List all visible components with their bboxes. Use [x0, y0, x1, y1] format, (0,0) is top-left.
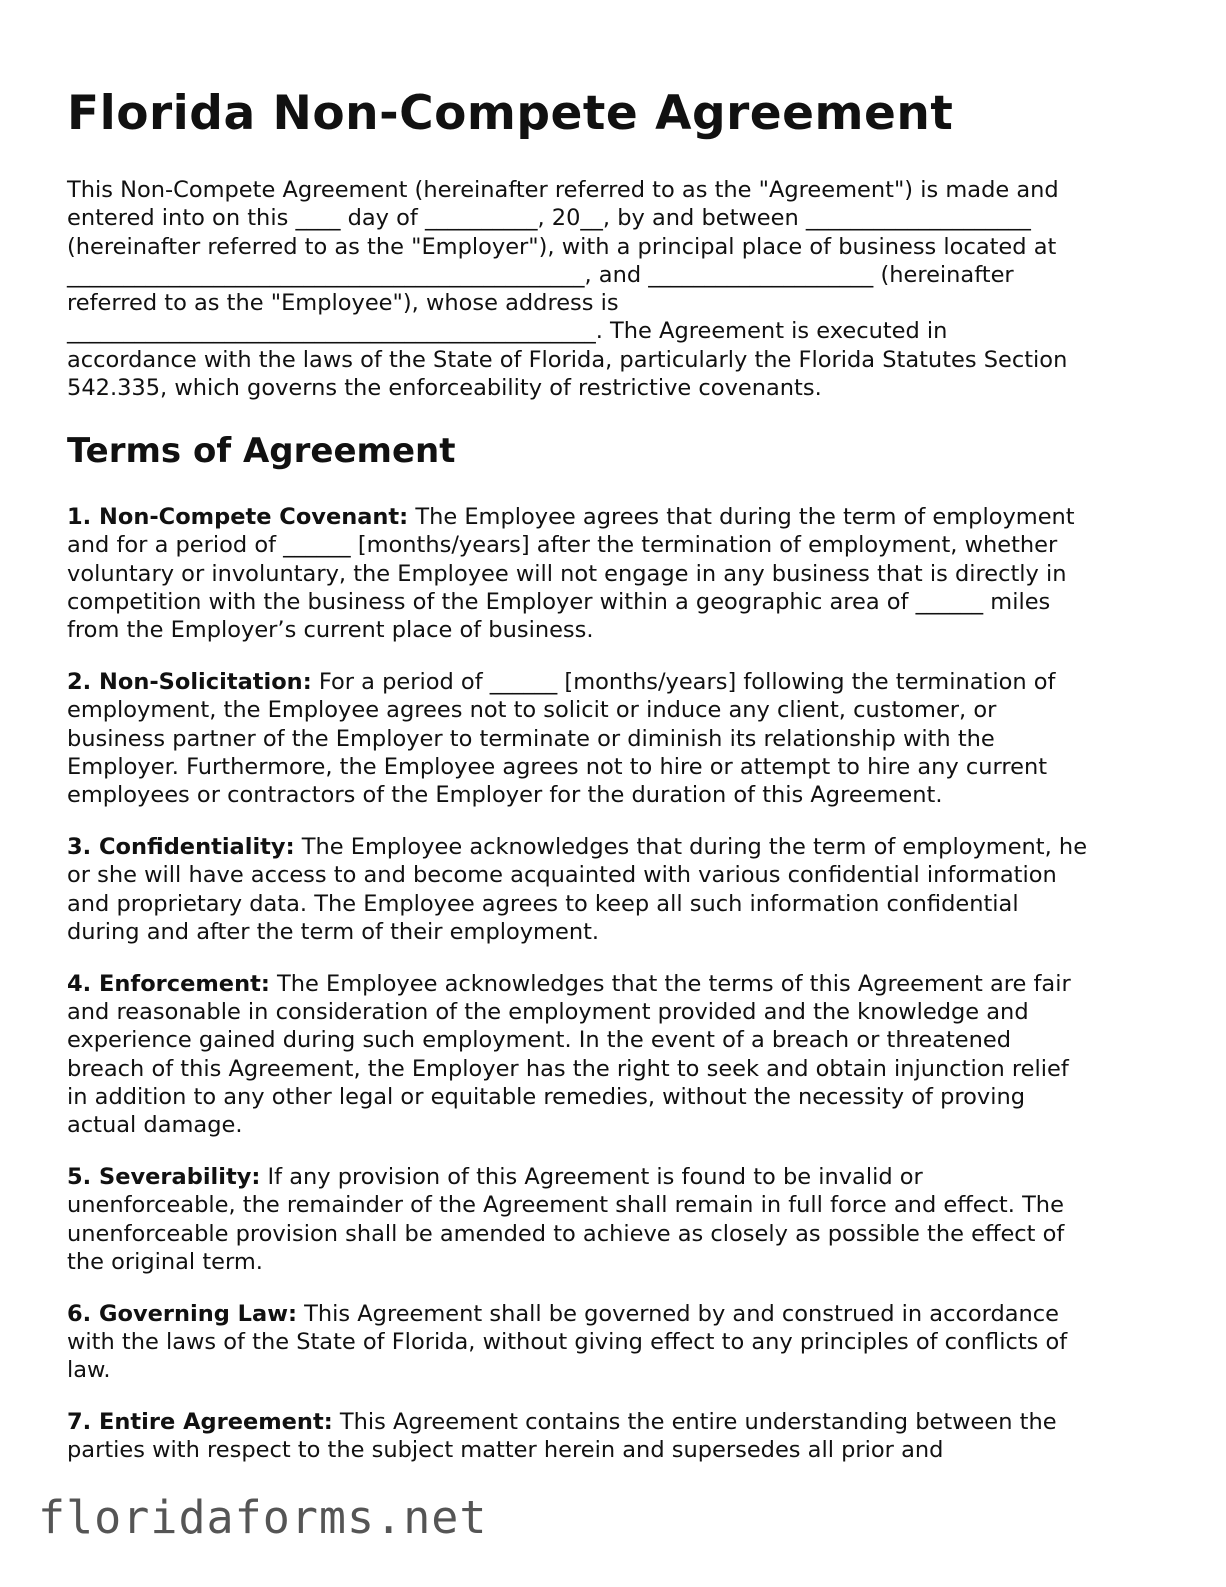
clause-text: This Agreement contains the entire understanding between the parties with respect to the subject matter herein and supersedes all prior and — [67, 1409, 1057, 1464]
clause-enforcement — [67, 970, 1147, 1140]
clause-confidentiality — [67, 833, 1147, 946]
clause-list — [67, 503, 1147, 1488]
clause-governing-law — [67, 1300, 1147, 1385]
clause-text: If any provision of this Agreement is found to be invalid or unenforceable, the remainder of the Agreement shall remain in full force and effect. The unenforceable provision shall be amended to achieve as closely as possible the effect of the original term. — [67, 1163, 1065, 1275]
clause-label: 5. Severability: — [67, 1163, 261, 1190]
clause-label: 7. Entire Agreement: — [67, 1409, 333, 1436]
clause-entire-agreement — [67, 1408, 1147, 1465]
clause-label: 3. Confidentiality: — [67, 833, 295, 860]
intro-paragraph: This Non-Compete Agreement (hereinafter referred to as the "Agreement") is made and entered into on this ____ day of __________, 20__, by and between ____________________ (hereinafter referred to as the "Employer"), with a principal place of business located at ______________________________________________, and ____________________ (hereinafter referred to as the "Employee"), whose address is _______________________________________________. The Agreement is executed in accordance with the laws of the State of Florida, particularly the Florida Statutes Section 542.335, which governs the enforceability of restrictive covenants. — [67, 177, 1068, 402]
clause-text: The Employee acknowledges that the terms of this Agreement are fair and reasonable in consideration of the employment provided and the knowledge and experience gained during such employment. In the event of a breach or threatened breach of this Agreement, the Employer has the right to seek and obtain injunction relief in addition to any other legal or equitable remedies, without the necessity of proving actual damage. — [67, 970, 1071, 1139]
clause-text: The Employee acknowledges that during the term of employment, he or she will have access to and become acquainted with various confidential information and proprietary data. The Employee agrees to keep all such information confidential during and after the term of their employment. — [67, 833, 1088, 945]
clause-severability — [67, 1163, 1147, 1276]
document-title: Florida Non-Compete Agreement — [67, 86, 954, 141]
clause-text: For a period of ______ [months/years] following the termination of employment, the Employee agrees not to solicit or induce any client, customer, or business partner of the Employer to terminate or diminish its relationship with the Employer. Furthermore, the Employee agrees not to hire or attempt to hire any current employees or contractors of the Employer for the duration of this Agreement. — [67, 668, 1056, 809]
site-watermark: floridaforms.net — [38, 1491, 488, 1544]
clause-label: 4. Enforcement: — [67, 970, 270, 997]
clause-label: 2. Non-Solicitation: — [67, 668, 312, 695]
section-heading: Terms of Agreement — [67, 431, 456, 471]
clause-non-solicitation — [67, 668, 1147, 809]
clause-label: 1. Non-Compete Covenant: — [67, 504, 409, 530]
clause-text: The Employee agrees that during the term of employment and for a period of ______ [months/years] after the termination of employment, whether voluntary or involuntary, the Employee will not engage in any business that is directly in competition with the business of the Employer within a geographic area of ______ miles from the Employer’s current place of business. — [67, 504, 1075, 644]
clause-label: 6. Governing Law: — [67, 1300, 297, 1327]
clause-text: This Agreement shall be governed by and construed in accordance with the laws of the State of Florida, without giving effect to any principles of conflicts of law. — [67, 1300, 1068, 1384]
clause-non-compete — [67, 503, 1147, 644]
